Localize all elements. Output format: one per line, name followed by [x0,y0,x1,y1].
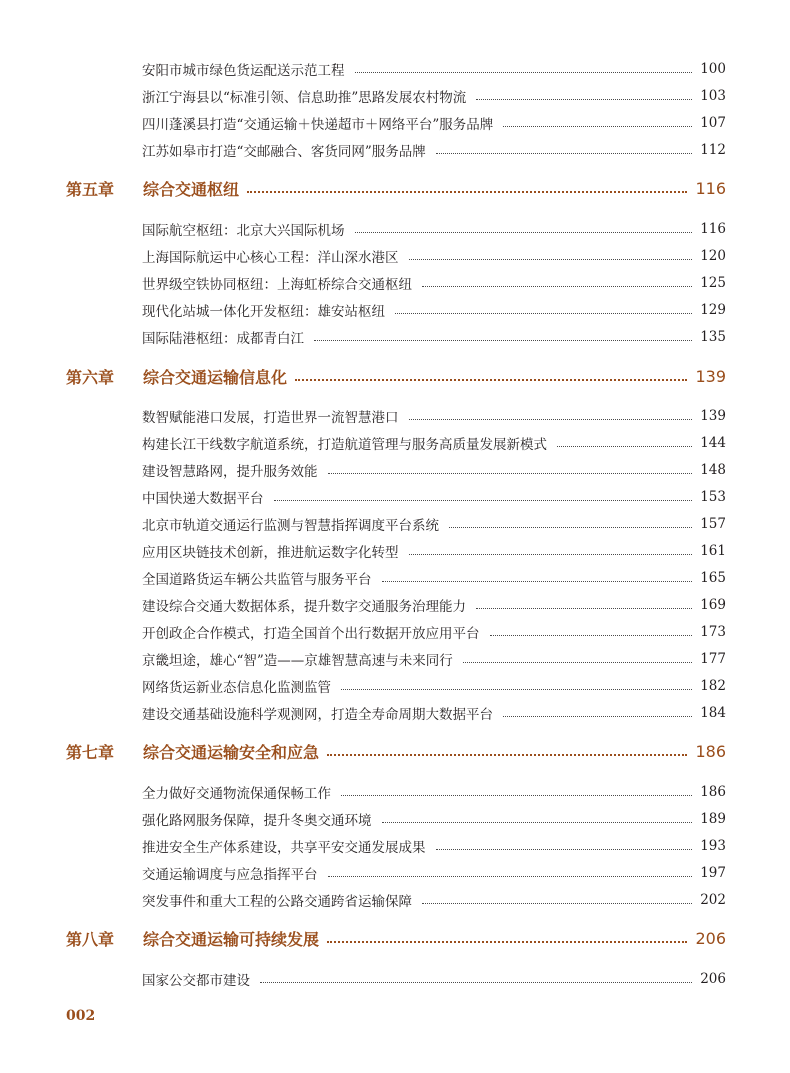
toc-entry[interactable] [142,889,726,911]
toc-entry[interactable] [142,245,726,267]
toc-entry-title: 国际航空枢纽：北京大兴国际机场 [142,223,345,239]
toc-entry-title: 全力做好交通物流保通保畅工作 [142,786,331,802]
toc-entry-title: 四川蓬溪县打造“交通运输＋快递超市＋网络平台”服务品牌 [142,117,494,133]
toc-entry-page: 161 [700,543,726,559]
toc-entry-page: 116 [700,221,726,237]
toc-entry-title: 浙江宁海县以“标准引领、信息助推”思路发展农村物流 [142,90,467,106]
dot-leader [355,232,693,233]
toc-entry-page: 193 [700,838,726,854]
toc-entry-title: 交通运输调度与应急指挥平台 [142,867,318,883]
chapter-title: 综合交通枢纽 [143,179,240,199]
dot-leader [422,903,692,904]
toc-entry-title: 国际陆港枢纽：成都青白江 [142,331,304,347]
toc-entry-title: 建设交通基础设施科学观测网，打造全寿命周期大数据平台 [142,707,493,723]
toc-entry[interactable] [142,675,726,697]
toc-entry-title: 上海国际航运中心核心工程：洋山深水港区 [142,250,399,266]
dot-leader [395,313,692,314]
toc-entry[interactable] [142,808,726,830]
toc-entry[interactable] [142,326,726,348]
dot-leader [341,795,692,796]
toc-entry[interactable] [142,85,726,107]
dot-leader [557,446,692,447]
chapter-heading[interactable] [66,737,726,765]
dot-leader [382,822,693,823]
toc-entry-title: 构建长江干线数字航道系统，打造航道管理与服务高质量发展新模式 [142,437,547,453]
toc-entry[interactable] [142,432,726,454]
dot-leader [409,554,693,555]
toc-entry[interactable] [142,58,726,80]
dot-leader [355,72,693,73]
chapter-heading[interactable] [66,362,726,390]
toc-entry[interactable] [142,862,726,884]
toc-entry[interactable] [142,218,726,240]
toc-entry-page: 197 [700,865,726,881]
chapter-number: 第八章 [66,929,115,949]
toc-entry[interactable] [142,486,726,508]
dot-leader [327,941,687,943]
toc-entry[interactable] [142,968,726,990]
toc-entry[interactable] [142,835,726,857]
toc-entry-title: 强化路网服务保障，提升冬奥交通环境 [142,813,372,829]
toc-entry-title: 推进安全生产体系建设，共享平安交通发展成果 [142,840,426,856]
toc-entry-title: 世界级空铁协同枢纽：上海虹桥综合交通枢纽 [142,277,412,293]
toc-entry[interactable] [142,648,726,670]
toc-entry-title: 国家公交都市建设 [142,973,250,989]
toc-entry-page: 169 [700,597,726,613]
toc-entry-title: 建设智慧路网，提升服务效能 [142,464,318,480]
toc-entry-page: 184 [700,705,726,721]
toc-entry-title: 安阳市城市绿色货运配送示范工程 [142,63,345,79]
toc-entry-title: 突发事件和重大工程的公路交通跨省运输保障 [142,894,412,910]
dot-leader [490,635,693,636]
toc-entry-title: 应用区块链技术创新，推进航运数字化转型 [142,545,399,561]
toc-entry-page: 186 [700,784,726,800]
dot-leader [247,191,687,193]
dot-leader [449,527,692,528]
dot-leader [274,500,693,501]
chapter-number: 第五章 [66,179,115,199]
toc-entry-title: 江苏如皋市打造“交邮融合、客货同网”服务品牌 [142,144,426,160]
dot-leader [409,419,693,420]
toc-entry-page: 125 [700,275,726,291]
chapter-number: 第六章 [66,367,115,387]
toc-entry-title: 建设综合交通大数据体系，提升数字交通服务治理能力 [142,599,466,615]
toc-entry-page: 100 [700,61,726,77]
dot-leader [314,340,692,341]
toc-entry-page: 177 [700,651,726,667]
toc-entry-page: 182 [700,678,726,694]
toc-entry-page: 144 [700,435,726,451]
toc-entry-page: 103 [700,88,726,104]
chapter-title: 综合交通运输安全和应急 [143,742,320,762]
toc-entry[interactable] [142,513,726,535]
dot-leader [436,153,692,154]
toc-entry[interactable] [142,781,726,803]
toc-entry-page: 120 [700,248,726,264]
toc-entry[interactable] [142,621,726,643]
toc-entry[interactable] [142,299,726,321]
dot-leader [260,982,692,983]
toc-entry-title: 中国快递大数据平台 [142,491,264,507]
toc-entry[interactable] [142,702,726,724]
toc-entry-page: 189 [700,811,726,827]
dot-leader [409,259,693,260]
chapter-heading[interactable] [66,174,726,202]
toc-entry[interactable] [142,594,726,616]
toc-entry-page: 139 [700,408,726,424]
toc-entry[interactable] [142,567,726,589]
toc-entry-title: 北京市轨道交通运行监测与智慧指挥调度平台系统 [142,518,439,534]
toc-entry-title: 开创政企合作模式，打造全国首个出行数据开放应用平台 [142,626,480,642]
toc-entry-page: 135 [700,329,726,345]
chapter-title: 综合交通运输可持续发展 [143,929,320,949]
toc-entry-title: 现代化站城一体化开发枢纽：雄安站枢纽 [142,304,385,320]
dot-leader [503,716,692,717]
dot-leader [328,473,693,474]
dot-leader [422,286,692,287]
toc-entry-page: 129 [700,302,726,318]
toc-entry-title: 数智赋能港口发展，打造世界一流智慧港口 [142,410,399,426]
toc-entry[interactable] [142,272,726,294]
dot-leader [341,689,692,690]
dot-leader [382,581,693,582]
toc-entry-title: 全国道路货运车辆公共监管与服务平台 [142,572,372,588]
toc-entry[interactable] [142,459,726,481]
toc-entry-page: 173 [700,624,726,640]
toc-entry-page: 112 [700,142,726,158]
chapter-heading[interactable] [66,924,726,952]
toc-entry-page: 202 [700,892,726,908]
toc-entry[interactable] [142,139,726,161]
toc-entry-title: 网络货运新业态信息化监测监管 [142,680,331,696]
dot-leader [327,754,687,756]
page-number: 002 [66,1008,96,1024]
toc-entry-page: 165 [700,570,726,586]
toc-entry[interactable] [142,540,726,562]
dot-leader [295,379,687,381]
chapter-page: 186 [695,741,726,761]
chapter-page: 206 [695,928,726,948]
dot-leader [436,849,693,850]
chapter-title: 综合交通运输信息化 [143,367,288,387]
dot-leader [476,608,692,609]
dot-leader [328,876,693,877]
toc-entry-page: 107 [700,115,726,131]
toc-entry[interactable] [142,405,726,427]
toc-entry-page: 153 [700,489,726,505]
dot-leader [476,99,692,100]
chapter-page: 139 [695,366,726,386]
toc-entry-page: 206 [700,971,726,987]
dot-leader [503,126,692,127]
chapter-page: 116 [695,178,726,198]
toc-entry[interactable] [142,112,726,134]
toc-entry-title: 京畿坦途，雄心“智”造——京雄智慧高速与未来同行 [142,653,453,669]
toc-entry-page: 148 [700,462,726,478]
dot-leader [463,662,692,663]
toc-entry-page: 157 [700,516,726,532]
chapter-number: 第七章 [66,742,115,762]
